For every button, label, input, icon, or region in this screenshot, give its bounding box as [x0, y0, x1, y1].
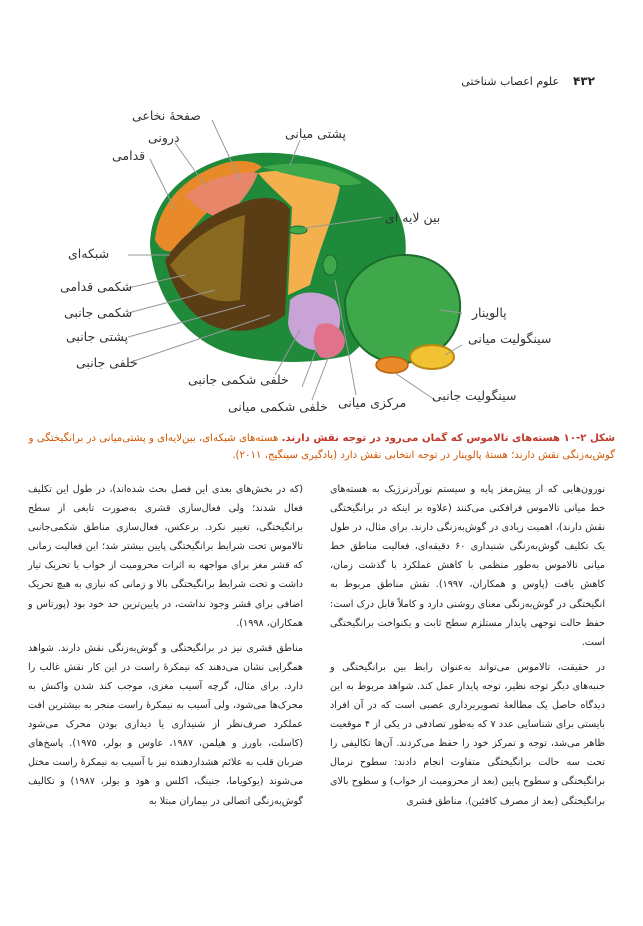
medial-geniculate-nucleus — [410, 345, 454, 369]
paragraph: (که در بخش‌های بعدی این فصل بحث شده‌اند)، در طول این تکلیف فعال شدند؛ ولی فعال‌سازی قشری به‌صورت تابعی از سطح برانگیختگی، تغییر نکرد. برعکس، فعال‌سازی مناطق شکمی‌جانبی تالاموس تحت شرایط برانگیختگی پایین بیشتر شد؛ این فعالیت زمانی که قشر مغز برای مواجهه به اثرات محرومیت از خواب یا تحریک تیار داشت و تحت شرایط برانگیختگی بالا و زمانی که نیازی به هیچ تحریک اضافی برای قشر وجود نداشت، در پایین‌ترین حد خود بود (پورتاس و همکاران، ۱۹۹۸). — [28, 484, 303, 629]
caption-title: شکل ۲-۱۰ هسته‌های تالاموس که گمان می‌رود در توجه نقش دارند. — [281, 433, 615, 444]
page-header — [461, 74, 595, 88]
running-title: علوم اعصاب شناختی — [461, 75, 560, 88]
page-number: ۴۳۲ — [573, 74, 595, 88]
label-reticular: شبکه‌ای — [68, 246, 110, 261]
thalamus-figure — [0, 95, 643, 425]
paragraph: مناطق قشری نیز در برانگیختگی و گوش‌به‌زنگی نقش دارند. شواهد همگرایی نشان می‌دهند که نیمکرهٔ راست در این کار نقش غالب را دارد. برای مثال، گرچه آسیب مغزی، موجب کند شدن واکنش به محرک‌ها می‌شود، ولی آسیب به نیمکرهٔ راست منجر به بیشترین افت عملکرد صرف‌نظر از شنیداری یا دیداری بودن محرک می‌شود (کاسلت، باورز و هیلمن، ۱۹۸۷، عاوس و بولر، ۱۹۷۵). پاسخ‌های ضربان قلب به علائم هشداردهنده نیز با آسیب به نیمکرهٔ راست مختل می‌شوند (یوکویاما، جنینگ، اکلس و هود و بولر، ۱۹۸۷) و تکالیف گوش‌به‌زنگی اتصالی در بیماران مبتلا به — [28, 642, 303, 807]
label-intralaminar: بین لایه ای — [385, 210, 441, 225]
label-lamina-medullaris: صفحهٔ نخاعی — [132, 108, 201, 123]
figure-caption — [28, 430, 615, 464]
caption-body: هسته‌های شبکه‌ای، بین‌لایه‌ای و پشتی‌میانی در برانگیختگی و گوش‌به‌زنگی نقش دارند؛ هستهٔ پالوینار در توجه انتخابی نقش دارد (یادگیری سینگیج، ۲۰۱۱). — [28, 433, 615, 461]
paragraph: در حقیقت، تالاموس می‌تواند به‌عنوان رابط بین برانگیختگی و جنبه‌های دیگر توجه نظیر، توجه پایدار عمل کند. شواهد مربوط به این دیدگاه حاصل یک مطالعهٔ تصویربرداری عصبی است که در آن افراد بایستی برای شناسایی عدد ۷ که به‌طور تصادفی در یکی از ۴ موقعیت ظاهر می‌شد، توجه و تمرکز خود را حفظ می‌کردند. آن‌ها تکالیفی را تحت سه حالت برانگیختگی متفاوت انجام دادند: سطوح نرمال برانگیختگی و سطوح پایین (بعد از محرومیت از خواب) و سطوح بالای برانگیختگی (بعد از مصرف کافئین). مناطق قشری — [330, 661, 605, 807]
paragraph: نورون‌هایی که از پیش‌مغز پایه و سیستم نورآدرنرژیک به هسته‌های خط میانی تالاموس فرافکنی می‌کنند (علاوه بر اینکه در برانگیختگی نقش دارند)، اهمیت زیادی در گوش‌به‌زنگی دارند. برای مثال، در طول یک تکلیف گوش‌به‌زنگی شنیداری ۶۰ دقیقه‌ای، فعالیت مناطق خط میانی تالاموس به‌طور منظمی با کاهش عملکرد با گذشت زمان، کاهش یافت (پاوس و همکاران، ۱۹۹۷). نقش مناطق مربوط به انگیختگی در گوش‌به‌زنگی معنای روشنی دارد و کاملاً قابل درک است: حفظ حالت توجهی پایدار مستلزم سطح ثابت و یکنواخت برانگیختگی است. — [330, 484, 605, 648]
label-centromedian: مرکزی میانی — [338, 395, 407, 410]
text-column-right — [330, 480, 605, 817]
label-pulvinar: پالوینار — [472, 305, 507, 320]
text-column-left — [28, 480, 303, 817]
label-ventral-posterolateral: خلفی شکمی جانبی — [188, 372, 289, 387]
intralaminar-nucleus — [323, 255, 337, 275]
label-lateral-posterior: خلفی جانبی — [76, 355, 138, 370]
label-lateral-geniculate: سینگولیت جانبی — [432, 388, 517, 403]
lateral-geniculate-nucleus — [376, 357, 408, 373]
label-interior: درونی — [148, 130, 180, 145]
thalamus-illustration — [0, 95, 643, 425]
intralaminar-nucleus-2 — [289, 226, 307, 234]
label-ventral-lateral: شکمی جانبی — [64, 305, 133, 320]
label-anterior: قدامی — [112, 148, 146, 163]
label-dorsal-lateral: پشتی جانبی — [66, 329, 128, 344]
label-ventral-posteromedial: خلفی شکمی میانی — [228, 399, 328, 414]
label-medial-geniculate: سینگولیت میانی — [468, 331, 552, 346]
label-dorsomedial: پشتی میانی — [285, 126, 346, 141]
label-ventral-anterior: شکمی قدامی — [60, 279, 133, 294]
